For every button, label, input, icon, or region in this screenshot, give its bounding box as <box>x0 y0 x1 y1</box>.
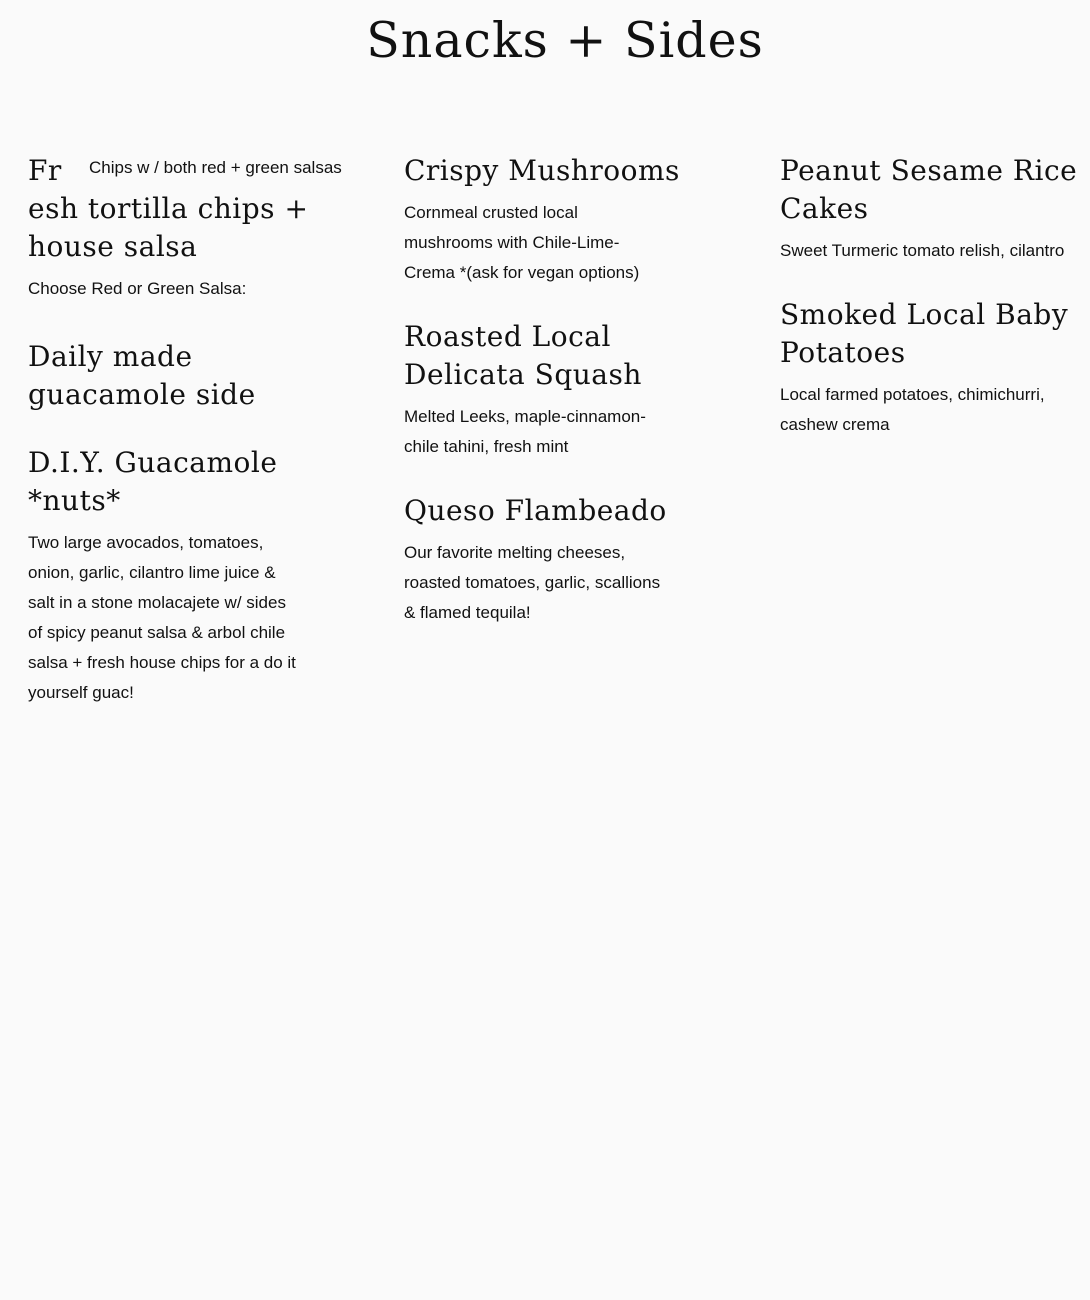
menu-item-description: Two large avocados, tomatoes, onion, garlic, cilantro lime juice & salt in a stone molacajete w/ sides of spicy peanut salsa & arbol chile salsa + fresh house chips for a do it yourself guac! <box>28 533 296 702</box>
menu-column-3 <box>780 152 1080 470</box>
menu-item-name: D.I.Y. Guacamole *nuts* <box>28 446 278 517</box>
menu-item-crispy-mushrooms <box>404 152 734 288</box>
menu-item-name: Smoked Local Baby Potatoes <box>780 298 1069 369</box>
menu-item-description: Local farmed potatoes, chimichurri, cashew crema <box>780 385 1045 434</box>
menu-item-diy-guacamole <box>28 444 358 708</box>
menu-item-description: Our favorite melting cheeses, roasted tomatoes, garlic, scallions & flamed tequila! <box>404 543 661 622</box>
menu-item-name: Queso Flambeado <box>404 494 667 527</box>
menu-item-description: Cornmeal crusted local mushrooms with Chile-Lime-Crema *(ask for vegan options) <box>404 203 640 282</box>
menu-item-name: Roasted Local Delicata Squash <box>404 320 642 391</box>
menu-item-note: Chips w / both red + green salsas <box>89 158 342 177</box>
menu-item-name: Peanut Sesame Rice Cakes <box>780 154 1078 225</box>
menu-item-name: Crispy Mushrooms <box>404 154 680 187</box>
page-title: Snacks + Sides <box>366 12 764 69</box>
menu-item-description: Sweet Turmeric tomato relish, cilantro <box>780 241 1065 260</box>
menu-item-description: Melted Leeks, maple-cinnamon-chile tahini, fresh mint <box>404 407 646 456</box>
menu-item-name: Daily made guacamole side <box>28 340 256 411</box>
menu-item-description: Choose Red or Green Salsa: <box>28 279 247 298</box>
menu-item-baby-potatoes <box>780 296 1080 440</box>
menu-item-queso-flambeado <box>404 492 734 628</box>
menu-item-chips-salsa <box>28 152 358 304</box>
menu-item-name-line-3: house salsa <box>28 230 198 263</box>
menu-item-name-line-2: esh tortilla chips + <box>28 192 309 225</box>
menu-item-name <box>28 152 358 266</box>
menu-column-1 <box>28 152 358 738</box>
menu-item-rice-cakes <box>780 152 1080 266</box>
menu-item-delicata-squash <box>404 318 734 462</box>
menu-item-guacamole-side <box>28 338 358 414</box>
menu-column-2 <box>404 152 734 658</box>
menu-item-name-line-1: Fr <box>28 154 62 187</box>
